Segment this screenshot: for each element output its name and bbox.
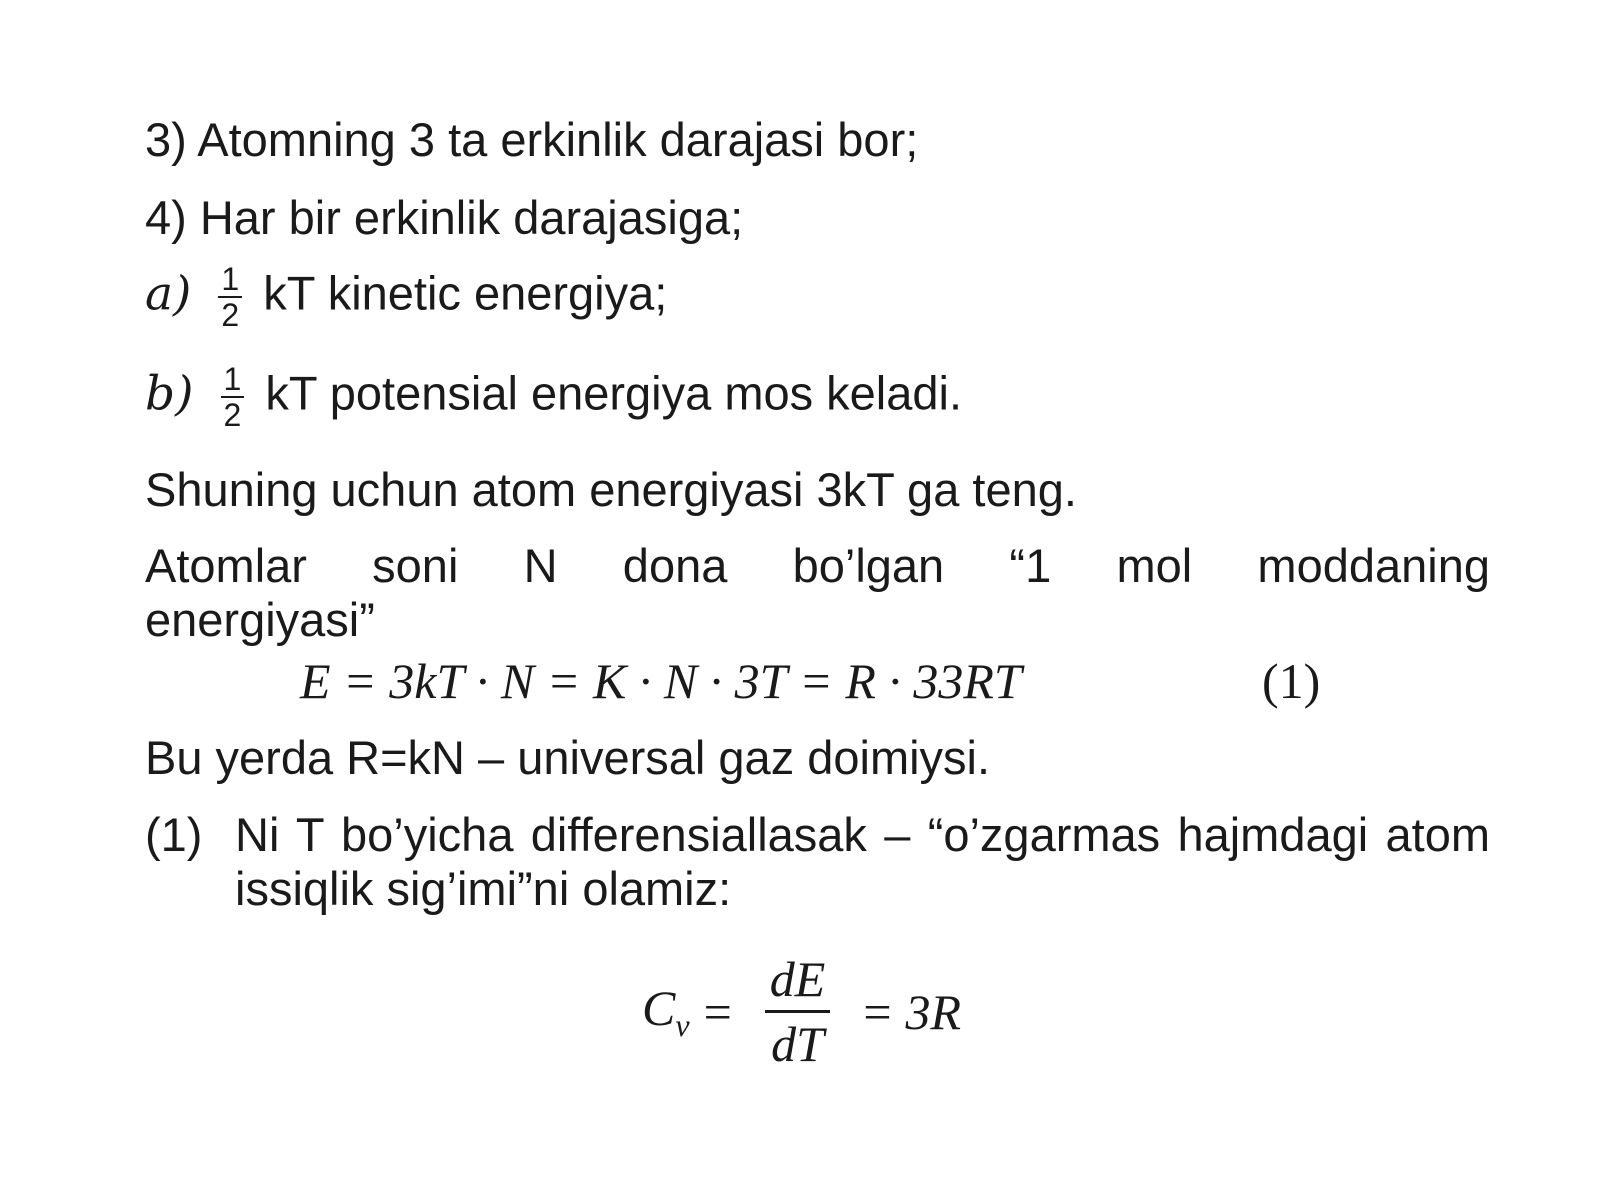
item-3	[145, 112, 918, 168]
cv-letter: C	[642, 980, 676, 1036]
fraction-denominator: 2	[221, 396, 245, 432]
energy-statement-text: Shuning uchun atom energiyasi 3kT ga teng.	[145, 463, 1077, 516]
fraction-one-half-a	[218, 262, 242, 332]
item-a-text: kT kinetic energiya;	[263, 266, 668, 320]
equals-sign-1: =	[703, 983, 732, 1040]
energy-formula	[300, 652, 1022, 710]
item-b-text: kT potensial energiya mos keladi.	[265, 366, 963, 420]
differentiation-paragraph	[145, 808, 1490, 916]
derivative-numerator: dE	[769, 951, 826, 1007]
mol-energy-text-1: Atomlar soni N dona bo’lgan “1 mol moddaning	[145, 539, 1490, 592]
item-4	[145, 190, 743, 246]
cv-symbol	[642, 979, 690, 1044]
fraction-numerator: 1	[221, 261, 240, 297]
formula-number: (1)	[1262, 653, 1321, 709]
equals-sign-2: =	[863, 983, 892, 1040]
paragraph-body: Ni T bo’yicha differensiallasak – “o’zgarmas hajmdagi atom issiqlik sig’imi”ni olamiz:	[235, 808, 1490, 915]
gas-constant-line	[145, 730, 990, 786]
paragraph-number: (1)	[145, 808, 203, 861]
item-b	[145, 362, 962, 432]
derivative-fraction	[764, 948, 832, 1075]
heat-capacity-formula	[642, 948, 961, 1075]
item-3-text: 3) Atomning 3 ta erkinlik darajasi bor;	[145, 113, 919, 166]
mol-energy-line-1	[145, 540, 1490, 592]
item-b-label: b)	[145, 366, 194, 422]
item-a	[145, 262, 667, 332]
fraction-denominator: 2	[218, 296, 242, 332]
gas-constant-text: Bu yerda R=kN – universal gaz doimiysi.	[145, 731, 991, 784]
cv-subscript: v	[675, 1007, 690, 1043]
energy-formula-expression: E = 3kT · N = K · N · 3T = R · 33RT	[300, 653, 1022, 709]
cv-result: 3R	[905, 983, 962, 1040]
energy-statement	[145, 462, 1077, 518]
derivative-denominator: dT	[765, 1010, 830, 1075]
mol-energy-line-2	[145, 592, 375, 648]
mol-energy-text-2: energiyasi”	[145, 593, 375, 646]
item-a-label: a)	[145, 266, 192, 322]
fraction-numerator: 1	[223, 361, 242, 397]
item-4-text: 4) Har bir erkinlik darajasiga;	[145, 191, 744, 244]
fraction-one-half-b	[221, 362, 245, 432]
energy-formula-tag	[1262, 652, 1320, 710]
